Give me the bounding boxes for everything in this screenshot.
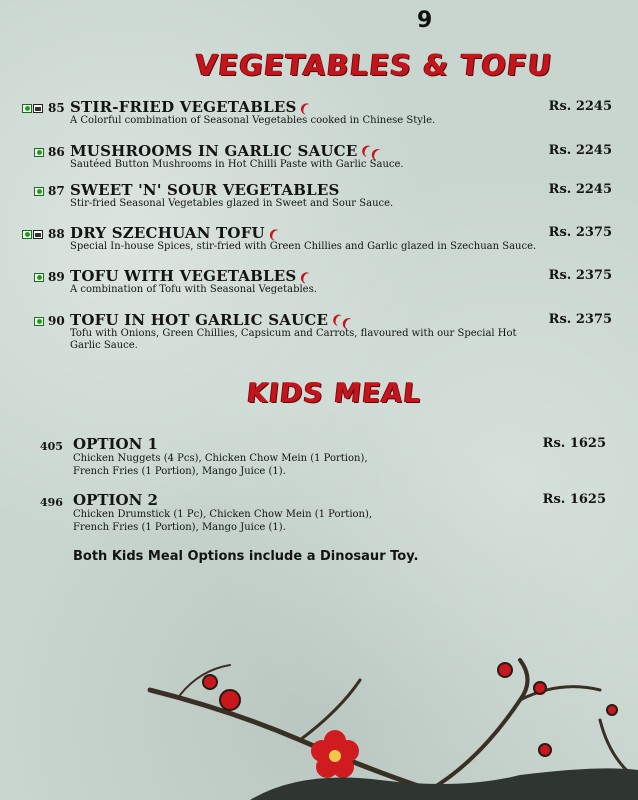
item-number: 88 <box>48 227 65 241</box>
item-number: 405 <box>40 440 63 453</box>
rock-shape <box>250 768 638 800</box>
item-name: OPTION 1 <box>73 435 158 453</box>
veg-indicator-icon <box>34 187 44 196</box>
item-number: 496 <box>40 496 63 509</box>
item-description: A combination of Tofu with Seasonal Vegetables. <box>70 284 317 295</box>
item-price: Rs. 2375 <box>548 225 612 240</box>
chili-icon: ❨ <box>297 268 312 286</box>
diet-badges <box>34 317 44 326</box>
page-number: 9 <box>417 8 433 33</box>
item-name: SWEET 'N' SOUR VEGETABLES <box>70 181 340 199</box>
item-price: Rs. 2375 <box>548 312 612 327</box>
item-price: Rs. 1625 <box>542 436 606 451</box>
diet-badges <box>34 273 44 282</box>
description-line: French Fries (1 Portion), Mango Juice (1). <box>73 466 286 477</box>
diet-badges <box>22 104 43 113</box>
diet-badges <box>34 187 44 196</box>
section-title-vegetables-tofu: VEGETABLES & TOFU <box>193 48 555 82</box>
chili-icon: ❨❨ <box>329 310 354 332</box>
item-description <box>73 508 493 534</box>
item-description: A Colorful combination of Seasonal Vegetables cooked in Chinese Style. <box>70 115 436 126</box>
chili-icon: ❨❨ <box>358 141 383 163</box>
kids-meal-note: Both Kids Meal Options include a Dinosaur Toy. <box>73 549 419 564</box>
seafood-indicator-icon <box>33 230 43 239</box>
section-title-kids-meal: KIDS MEAL <box>245 378 424 409</box>
item-description: Sautéed Button Mushrooms in Hot Chilli Paste with Garlic Sauce. <box>70 159 404 170</box>
item-number: 87 <box>48 184 65 198</box>
blossom-flowers <box>203 663 617 778</box>
item-number: 86 <box>48 145 65 159</box>
description-line: Chicken Nuggets (4 Pcs), Chicken Chow Mein (1 Portion), <box>73 453 368 464</box>
veg-indicator-icon <box>34 148 44 157</box>
item-name: OPTION 2 <box>73 491 158 509</box>
diet-badges <box>22 230 43 239</box>
item-price: Rs. 1625 <box>542 492 606 507</box>
veg-indicator-icon <box>22 230 32 239</box>
veg-indicator-icon <box>34 317 44 326</box>
item-name: MUSHROOMS IN GARLIC SAUCE❨❨ <box>70 141 383 163</box>
cherry-blossom-decoration <box>0 640 638 800</box>
diet-badges <box>34 148 44 157</box>
chili-icon: ❨ <box>297 99 312 117</box>
seafood-indicator-icon <box>33 104 43 113</box>
item-number: 85 <box>48 101 65 115</box>
description-line: Chicken Drumstick (1 Pc), Chicken Chow Mein (1 Portion), <box>73 509 373 520</box>
item-number: 90 <box>48 314 65 328</box>
item-price: Rs. 2245 <box>548 143 612 158</box>
chili-icon: ❨ <box>265 225 281 243</box>
item-name: DRY SZECHUAN TOFU❨ <box>70 224 281 243</box>
item-name: TOFU IN HOT GARLIC SAUCE❨❨ <box>70 310 354 332</box>
item-name: STIR-FRIED VEGETABLES❨ <box>70 98 312 117</box>
veg-indicator-icon <box>34 273 44 282</box>
item-description <box>73 452 493 478</box>
item-description: Special In-house Spices, stir-fried with Green Chillies and Garlic glazed in Szechuan Sauce. <box>70 241 537 252</box>
item-name: TOFU WITH VEGETABLES❨ <box>70 267 312 286</box>
item-price: Rs. 2245 <box>548 99 612 114</box>
item-description: Tofu with Onions, Green Chillies, Capsicum and Carrots, flavoured with our Special Hot Garlic Sauce. <box>70 328 517 351</box>
item-price: Rs. 2375 <box>548 268 612 283</box>
item-description: Stir-fried Seasonal Vegetables glazed in Sweet and Sour Sauce. <box>70 198 394 209</box>
veg-indicator-icon <box>22 104 32 113</box>
description-line: French Fries (1 Portion), Mango Juice (1). <box>73 522 286 533</box>
item-number: 89 <box>48 270 65 284</box>
item-price: Rs. 2245 <box>548 182 612 197</box>
